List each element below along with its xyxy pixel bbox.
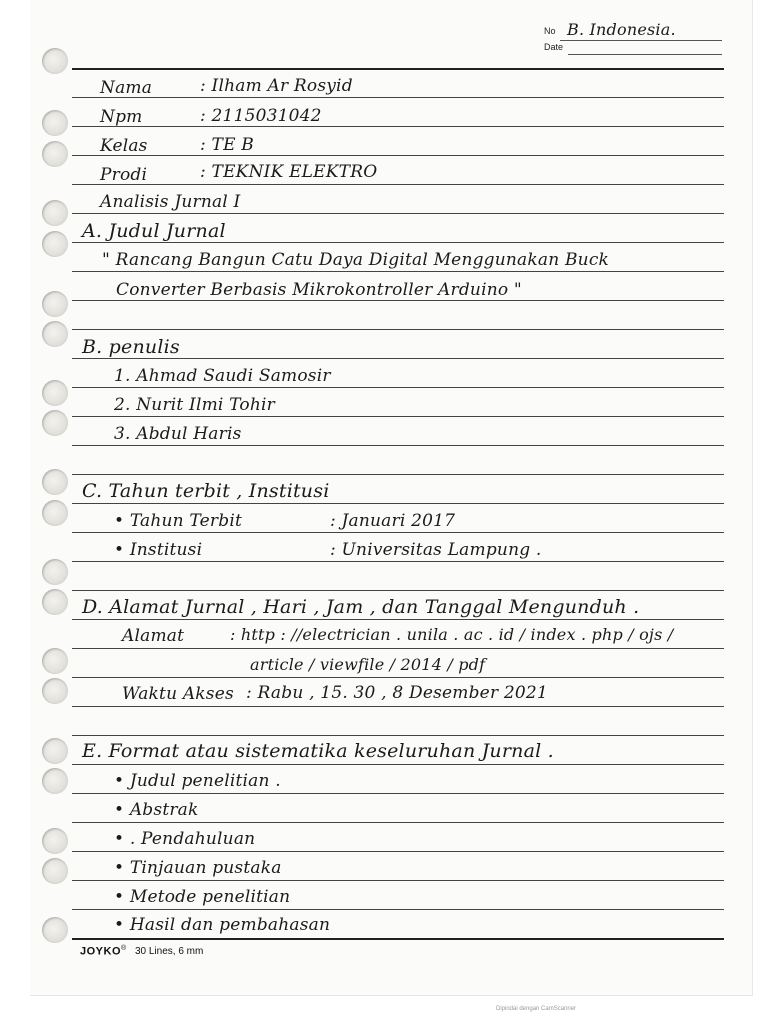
ruled-line [72,242,724,243]
npm-value: : 2115031042 [200,106,322,126]
ruled-line [72,561,724,562]
binder-hole [42,410,68,436]
binder-hole [42,48,68,74]
alamat-value-line2: article / viewfile / 2014 / pdf [250,655,486,674]
kelas-value: : TE B [200,135,254,155]
alamat-value-line1: : http : //electrician . unila . ac . id / index . php / ojs / [230,625,674,644]
institusi-label: • Institusi [114,540,203,560]
ruled-line [72,938,724,940]
ruled-line [72,503,724,504]
binder-hole [42,917,68,943]
section-b-heading: B. penulis [82,336,180,358]
binder-hole [42,559,68,585]
prodi-value: : TEKNIK ELEKTRO [200,162,378,182]
date-label: Date [544,42,564,52]
analisis-title: Analisis Jurnal I [100,192,241,212]
binder-hole [42,858,68,884]
ruled-line [72,590,724,591]
binder-hole [42,231,68,257]
ruled-line [72,706,724,707]
binder-hole [42,738,68,764]
alamat-label: Alamat [122,626,185,646]
tahun-terbit-value: : Januari 2017 [330,511,456,531]
ruled-line [72,735,724,736]
format-item: • Metode penelitian [114,887,291,907]
journal-title-line2: Converter Berbasis Mikrokontroller Arduino " [116,280,522,300]
ruled-line [72,880,724,881]
ruled-line [72,416,724,417]
format-item: • . Pendahuluan [114,829,256,849]
date-line [568,54,722,55]
brand-mark: ® [121,945,127,952]
prodi-label: Prodi [100,165,148,185]
author-item: 3. Abdul Haris [114,424,242,444]
section-c-heading: C. Tahun terbit , Institusi [82,480,330,502]
binder-hole [42,648,68,674]
ruled-line [72,532,724,533]
binder-hole [42,380,68,406]
nama-value: : Ilham Ar Rosyid [200,76,353,96]
binder-hole [42,768,68,794]
ruled-line [72,300,724,301]
kelas-label: Kelas [100,136,148,156]
ruled-line [72,97,724,98]
ruled-line [72,126,724,127]
npm-label: Npm [100,107,143,127]
ruled-line [72,793,724,794]
waktu-akses-value: : Rabu , 15. 30 , 8 Desember 2021 [246,683,548,703]
binder-hole [42,500,68,526]
no-line [560,40,722,41]
no-value: B. Indonesia. [567,20,676,39]
author-item: 2. Nurit Ilmi Tohir [114,395,275,415]
nama-label: Nama [100,78,153,98]
ruled-line [72,648,724,649]
ruled-line [72,474,724,475]
ruled-line [72,677,724,678]
ruled-line [72,822,724,823]
ruled-line [72,387,724,388]
waktu-akses-label: Waktu Akses [122,684,234,704]
binder-hole [42,110,68,136]
ruled-line [72,445,724,446]
ruled-line [72,909,724,910]
binder-hole [42,828,68,854]
ruled-line [72,619,724,620]
format-item: • Hasil dan pembahasan [114,915,331,935]
ruled-line [72,155,724,156]
ruled-line [72,184,724,185]
format-item: • Tinjauan pustaka [114,858,282,878]
ruled-line [72,213,724,214]
notebook-page [30,0,753,996]
section-a-heading: A. Judul Jurnal [82,220,226,242]
brand-logo: JOYKO [80,945,122,958]
format-item: • Judul penelitian . [114,771,281,791]
joyko-brand [80,945,203,957]
binder-hole [42,291,68,317]
institusi-value: : Universitas Lampung . [330,540,542,560]
ruled-line [72,271,724,272]
binder-hole [42,321,68,347]
journal-title-line1: " Rancang Bangun Catu Daya Digital Menggunakan Buck [102,250,610,270]
no-label: No [544,26,556,36]
section-e-heading: E. Format atau sistematika keseluruhan Jurnal . [82,740,554,762]
binder-hole [42,469,68,495]
camscanner-note: Dipindai dengan CamScanner [496,1006,577,1012]
binder-hole [42,678,68,704]
binder-hole [42,141,68,167]
ruled-line [72,851,724,852]
ruled-line [72,358,724,359]
binder-hole [42,589,68,615]
author-item: 1. Ahmad Saudi Samosir [114,366,331,386]
binder-hole [42,200,68,226]
ruled-line [72,764,724,765]
tahun-terbit-label: • Tahun Terbit [114,511,242,531]
format-item: • Abstrak [114,800,199,820]
ruled-line [72,68,724,70]
lines-info: 30 Lines, 6 mm [134,946,204,958]
ruled-line [72,329,724,330]
section-d-heading: D. Alamat Jurnal , Hari , Jam , dan Tanggal Mengunduh . [82,596,640,618]
